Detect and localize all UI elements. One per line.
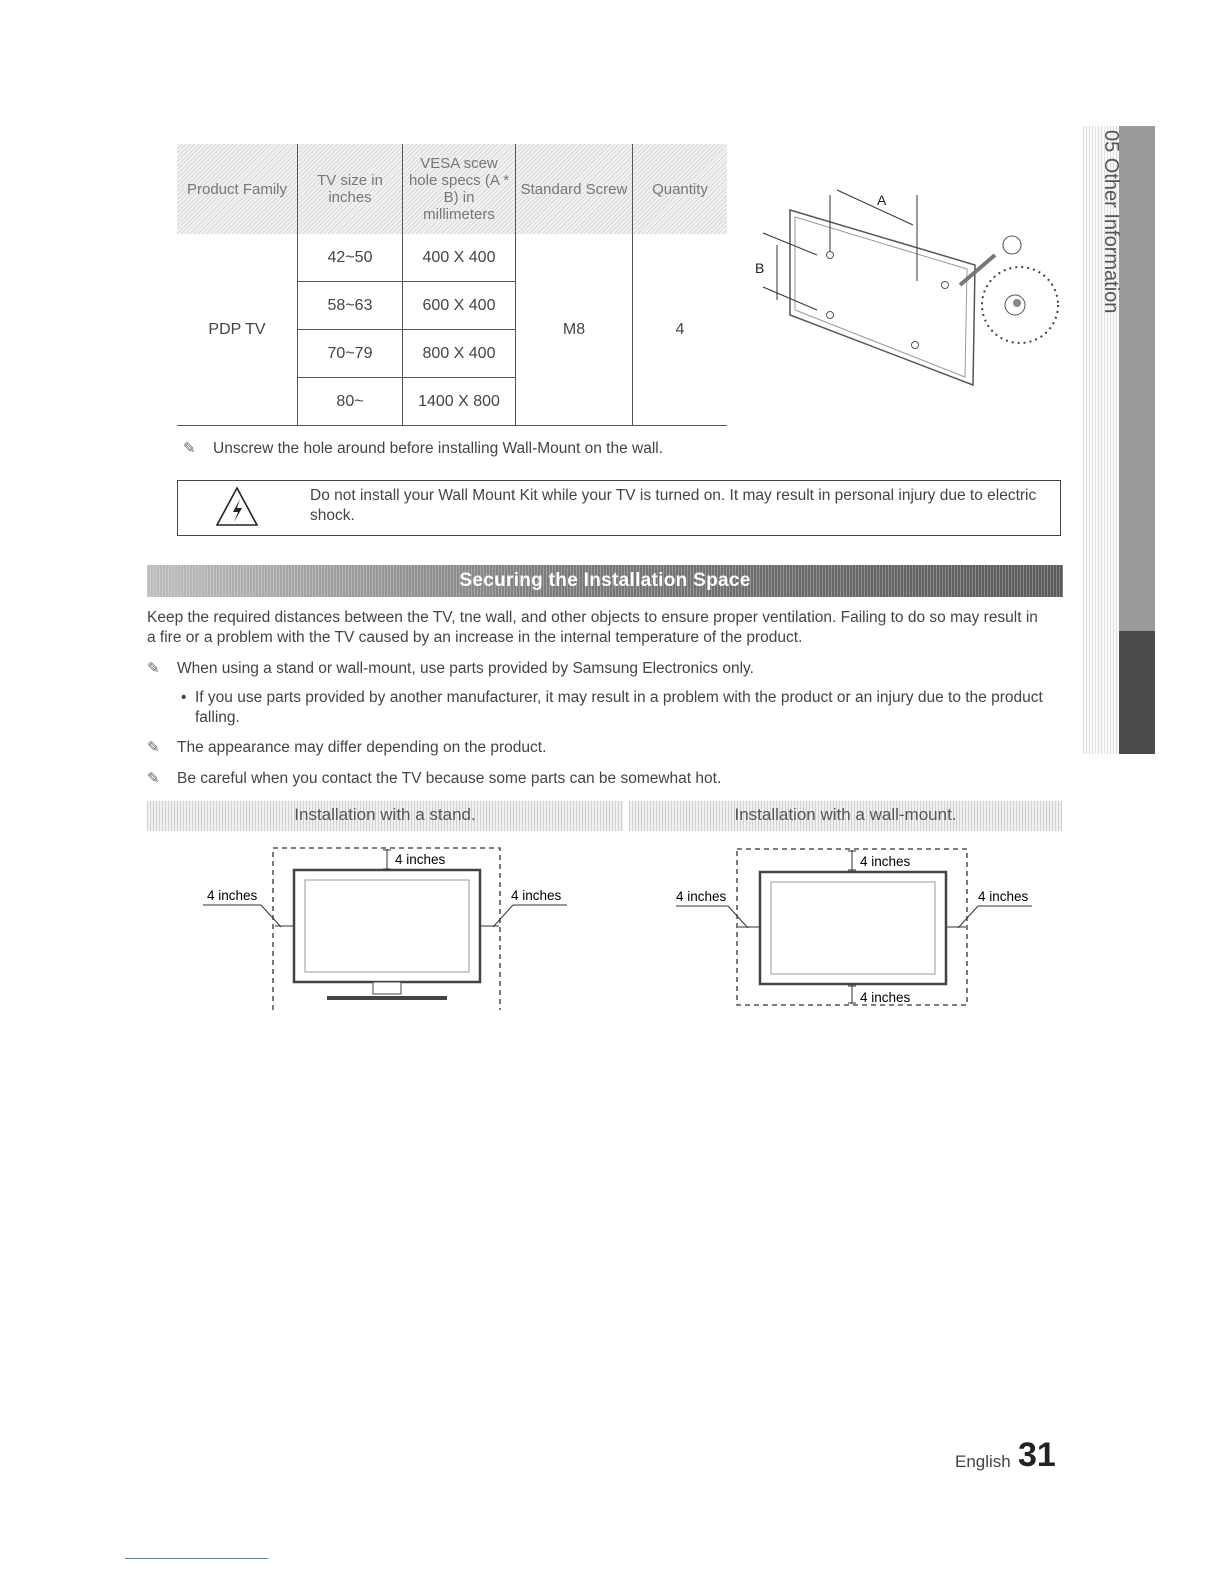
- wall-mount-diagram: [745, 165, 1065, 405]
- footer-rule: [125, 1558, 268, 1559]
- cell-vesa: 400 X 400: [403, 234, 516, 282]
- header-quantity: Quantity: [633, 144, 728, 234]
- pencil-icon: ✎: [183, 440, 196, 457]
- cell-vesa: 800 X 400: [403, 330, 516, 378]
- bottom-clearance-label: 4 inches: [860, 990, 911, 1005]
- bullet-icon: •: [181, 689, 187, 706]
- cell-size: 42~50: [298, 234, 403, 282]
- vesa-spec-table: [177, 144, 727, 426]
- pencil-icon: ✎: [147, 739, 160, 756]
- cell-screw: M8: [516, 234, 633, 426]
- cell-vesa: 1400 X 800: [403, 378, 516, 426]
- left-clearance-label: 4 inches: [676, 889, 727, 904]
- stand-clearance-diagram: [195, 840, 585, 1015]
- top-clearance-label: 4 inches: [860, 854, 911, 869]
- table-row: [177, 234, 727, 282]
- header-vesa: VESA scew hole specs (A * B) in millimeters: [403, 144, 516, 234]
- stand-installation-title: Installation with a stand.: [147, 801, 623, 831]
- cell-size: 80~: [298, 378, 403, 426]
- note-samsung-parts: ✎ When using a stand or wall-mount, use parts provided by Samsung Electronics only.: [147, 660, 754, 677]
- pencil-icon: ✎: [147, 770, 160, 787]
- cell-vesa: 600 X 400: [403, 282, 516, 330]
- chapter-tab-label: 05 Other Information: [1100, 130, 1122, 314]
- warning-box: [177, 480, 1061, 536]
- wall-clearance-diagram: [670, 840, 1040, 1015]
- cell-product-family: PDP TV: [177, 234, 298, 426]
- note-appearance: ✎ The appearance may differ depending on the product.: [147, 739, 547, 756]
- note-unscrew: ✎ Unscrew the hole around before installing Wall-Mount on the wall.: [183, 440, 664, 457]
- header-tv-size: TV size in inches: [298, 144, 403, 234]
- wall-installation-title: Installation with a wall-mount.: [629, 801, 1062, 831]
- section-title: Securing the Installation Space: [147, 565, 1063, 597]
- header-product-family: Product Family: [177, 144, 298, 234]
- dimension-b-label: B: [755, 260, 765, 276]
- right-clearance-label: 4 inches: [978, 889, 1029, 904]
- bullet-other-manufacturer: • If you use parts provided by another manufacturer, it may result in a problem with the product or an injury due to the product falling.: [181, 689, 1043, 726]
- note-hot-parts: ✎ Be careful when you contact the TV because some parts can be somewhat hot.: [147, 770, 722, 787]
- cell-size: 70~79: [298, 330, 403, 378]
- footer-language: English: [955, 1452, 1011, 1471]
- cell-quantity: 4: [633, 234, 728, 426]
- left-clearance-label: 4 inches: [207, 888, 258, 903]
- chapter-tab-marker: [1119, 631, 1155, 754]
- cell-size: 58~63: [298, 282, 403, 330]
- warning-text: Do not install your Wall Mount Kit while your TV is turned on. It may result in personal injury due to electric shock.: [310, 487, 1037, 524]
- right-clearance-label: 4 inches: [511, 888, 562, 903]
- page-number: 31: [1018, 1436, 1056, 1474]
- intro-paragraph: Keep the required distances between the TV, tne wall, and other objects to ensure proper ventilation. Failing to do so may result in a fire or a problem with the TV caused by an increase in the internal temperature of the product.: [147, 609, 1038, 646]
- pencil-icon: ✎: [147, 660, 160, 677]
- top-clearance-label: 4 inches: [395, 852, 446, 867]
- header-screw: Standard Screw: [516, 144, 633, 234]
- warning-triangle-icon: [214, 485, 260, 529]
- dimension-a-label: A: [877, 192, 887, 208]
